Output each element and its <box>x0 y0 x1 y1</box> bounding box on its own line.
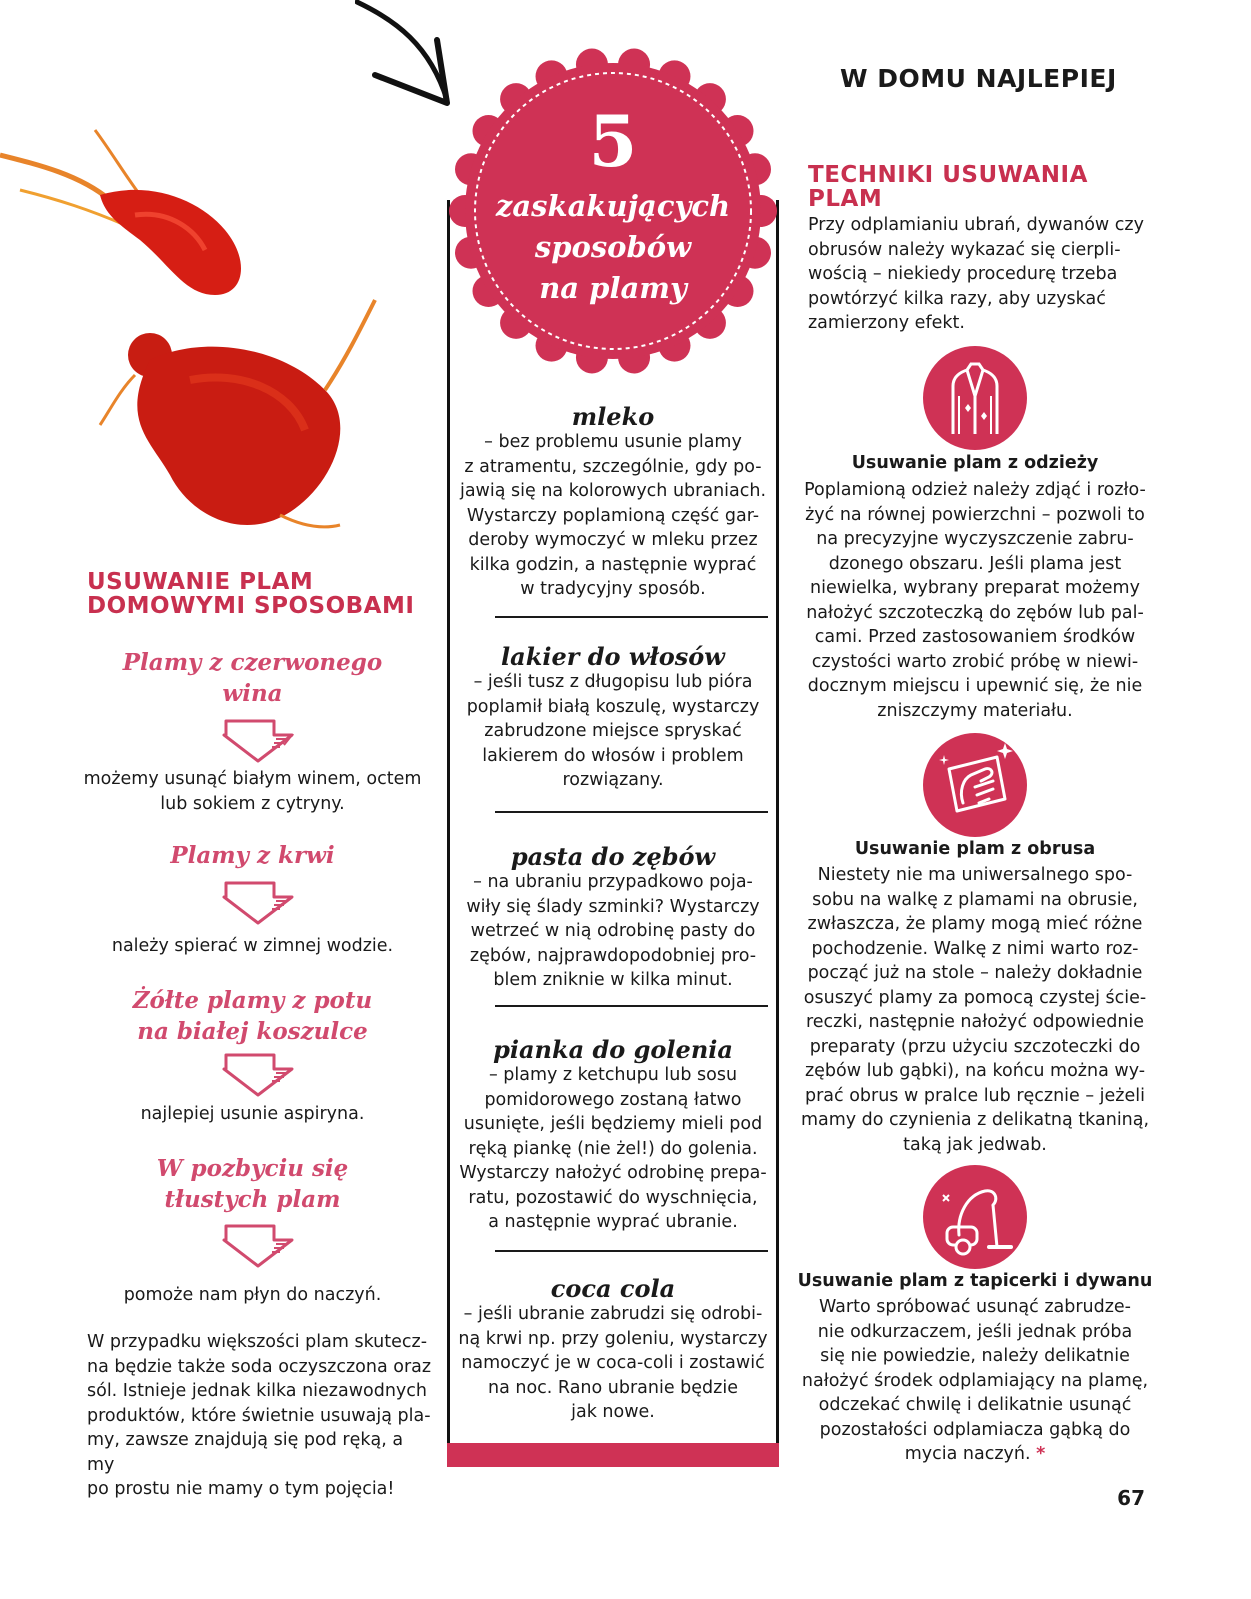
subsection-line: osuszyć plamy za pomocą czystej ście- <box>803 987 1147 1008</box>
method-text <box>455 870 771 993</box>
subsection-line: zębów lub gąbki), na końcu można wy- <box>804 1061 1146 1081</box>
subsection-line: dzonego obszaru. Jeśli plama jest <box>828 553 1122 574</box>
method-line: ną krwi np. przy goleniu, wystarczy <box>458 1328 768 1349</box>
method-line: zabrudzone miejsce spryskać <box>484 721 742 741</box>
method-line: – bez problemu usunie plamy <box>484 432 742 452</box>
tip-text: pomoże nam płyn do naczyń. <box>123 1285 382 1305</box>
left-title-line1: USUWANIE PLAM <box>87 569 314 595</box>
badge-line: zaskakujących <box>495 189 731 223</box>
subsection-line: mamy do czynienia z delikatną tkaniną, <box>800 1110 1150 1130</box>
outro-line: na będzie także soda oczyszczona oraz <box>87 1356 432 1377</box>
end-mark-icon: * <box>1036 1444 1046 1464</box>
subsection-text <box>800 478 1150 723</box>
intro-line: powtórzyć kilka razy, aby uzyskać <box>808 288 1106 309</box>
subsection-line <box>800 1442 1150 1467</box>
tip-text: należy spierać w zimnej wodzie. <box>111 936 394 956</box>
method-line: Wystarczy nałożyć odrobinę prepa- <box>459 1163 767 1183</box>
outro-line: produktów, które świetnie usuwają pla- <box>87 1405 431 1426</box>
tip-text: najlepiej usunie aspiryna. <box>140 1104 365 1124</box>
subsection-line: czystości warto zrobić próbę w niewi- <box>811 651 1139 672</box>
subsection-line: żyć na równej powierzchni – pozwoli to <box>805 504 1145 525</box>
subsection-line: Niestety nie ma uniwersalnego spo- <box>817 865 1133 885</box>
tip-heading-line: na białej koszulce <box>137 1018 368 1045</box>
subsection-line: na precyzyjne wyczyszczenie zabru- <box>816 529 1134 549</box>
badge-text <box>447 186 779 309</box>
method-title: mleko <box>571 402 655 431</box>
tip-heading-line: Plamy z krwi <box>170 842 335 869</box>
subsection-line: sobu na walkę z plamami na obrusie, <box>812 889 1138 910</box>
method-line: pomidorowego zostaną łatwo <box>484 1089 742 1110</box>
intro-line: obrusów należy wykazać się cierpli- <box>808 239 1121 260</box>
subsection-line: odczekać chwilę i delikatnie usunąć <box>818 1395 1132 1415</box>
tip-heading-line: Plamy z czerwonego <box>122 649 383 676</box>
method-line: – jeśli ubranie zabrudzi się odrobi- <box>463 1304 763 1324</box>
method-text <box>455 430 771 602</box>
tip-text-line: możemy usunąć białym winem, octem <box>83 769 422 789</box>
subsection-text <box>800 1295 1150 1467</box>
method-line: poplamił białą koszulę, wystarczy <box>466 696 760 717</box>
method-line: namoczyć je w coca-coli i zostawić <box>461 1353 765 1373</box>
subsection-line: zniszczymy materiału. <box>877 700 1073 721</box>
outro-line: my, zawsze znajdują się pod ręką, a my <box>87 1430 404 1475</box>
right-section-title <box>808 163 1168 211</box>
method-title: pianka do golenia <box>493 1035 733 1064</box>
subsection-line: preparaty (przu użyciu szczoteczki do <box>809 1036 1141 1057</box>
subsection-line: taką jak jedwab. <box>903 1134 1047 1155</box>
ketchup-stain-illustration <box>0 120 390 540</box>
divider <box>495 616 768 618</box>
subsection-line: docznym miejscu i upewnić się, że nie <box>807 676 1143 696</box>
intro-line: zamierzony efekt. <box>808 313 965 333</box>
tip-text <box>80 767 425 816</box>
tip-text-line: lub sokiem z cytryny. <box>160 793 345 814</box>
tip-heading-line: tłustych plam <box>164 1186 341 1213</box>
subsection-line: nałożyć szczoteczką do zębów lub pal- <box>806 602 1144 623</box>
subsection-line: nie odkurzaczem, jeśli jednak próba <box>817 1321 1133 1342</box>
down-arrow-icon <box>212 1224 296 1268</box>
subsection-heading: Usuwanie plam z tapicerki i dywanu <box>797 1271 1153 1291</box>
method-line: jawią się na kolorowych ubraniach. <box>459 481 767 501</box>
section-label: W DOMU NAJLEPIEJ <box>840 64 1117 93</box>
method-line: deroby wymoczyć w mleku przez <box>468 530 758 550</box>
subsection-text <box>800 863 1150 1157</box>
intro-line: wością – niekiedy procedurę trzeba <box>808 264 1118 284</box>
subsection-line: reczki, następnie nałożyć odpowiednie <box>805 1012 1145 1032</box>
subsection-heading: Usuwanie plam z odzieży <box>851 453 1099 473</box>
badge-line: sposobów <box>534 230 692 264</box>
method-title: lakier do włosów <box>501 642 725 671</box>
jacket-icon <box>923 346 1027 450</box>
subsection-line-text: mycia naczyń. <box>904 1444 1031 1464</box>
subsection-line: pochodzenie. Walkę z nimi warto roz- <box>811 938 1139 959</box>
tip-heading-line: W pozbyciu się <box>156 1155 349 1182</box>
tip-heading <box>90 985 415 1047</box>
method-line: wiły się ślady szminki? Wystarczy <box>466 896 760 917</box>
method-line: – jeśli tusz z długopisu lub pióra <box>473 672 753 692</box>
method-line: zębów, najprawdopodobniej pro- <box>469 945 757 966</box>
subsection-line: począć już na stole – należy dokładnie <box>807 963 1143 983</box>
method-text <box>455 1302 771 1425</box>
method-line: z atramentu, szczególnie, gdy po- <box>464 456 762 477</box>
method-line: wetrzeć w nią odrobinę pasty do <box>470 921 756 941</box>
method-title: pasta do zębów <box>510 842 716 871</box>
method-line: usunięte, jeśli będziemy mieli pod <box>463 1114 763 1134</box>
method-line: – na ubraniu przypadkowo poja- <box>473 872 753 892</box>
outro-line: W przypadku większości plam skutecz- <box>87 1332 428 1352</box>
left-outro-paragraph <box>87 1330 432 1502</box>
method-text <box>455 1063 771 1235</box>
divider <box>495 1005 768 1007</box>
method-line: na noc. Rano ubranie będzie <box>488 1377 738 1398</box>
subsection-line: pozostałości odplamiacza gąbką do <box>819 1419 1131 1440</box>
method-line: – plamy z ketchupu lub sosu <box>488 1065 738 1085</box>
subsection-line: cami. Przed zastosowaniem środków <box>814 627 1136 647</box>
tip-heading <box>90 840 415 871</box>
down-arrow-icon <box>212 1053 296 1097</box>
method-line: rozwiązany. <box>562 770 664 790</box>
method-title: coca cola <box>550 1274 676 1303</box>
method-line: ratu, pozostawić do wyschnięcia, <box>468 1187 758 1208</box>
glove-wipe-icon <box>923 733 1027 837</box>
subsection-line: prać obrus w pralce lub ręcznie – jeżeli <box>804 1085 1145 1106</box>
page-number: 67 <box>1117 1486 1145 1510</box>
method-line: w tradycyjny sposób. <box>520 579 706 599</box>
subsection-line: Poplamioną odzież należy zdjąć i rozło- <box>804 480 1146 500</box>
right-title-line1: TECHNIKI USUWANIA <box>808 162 1088 188</box>
method-line: lakierem do włosów i problem <box>482 745 744 766</box>
down-arrow-icon <box>212 881 296 925</box>
method-line: ręką piankę (nie żel!) do golenia. <box>468 1138 758 1159</box>
subsection-line: nałożyć środek odplamiający na plamę, <box>801 1370 1149 1391</box>
left-title-line2: DOMOWYMI SPOSOBAMI <box>87 593 415 619</box>
outro-line: po prostu nie mamy o tym pojęcia! <box>87 1479 395 1499</box>
method-line: Wystarczy poplamioną część gar- <box>466 505 760 526</box>
badge-number: 5 <box>588 100 638 183</box>
subsection-line: niewielka, wybrany preparat możemy <box>810 578 1140 598</box>
right-title-line2: PLAM <box>808 186 883 212</box>
tip-heading-line: wina <box>222 680 283 707</box>
outro-line: sól. Istnieje jednak kilka niezawodnych <box>87 1381 428 1401</box>
vacuum-cleaner-icon <box>923 1165 1027 1269</box>
method-text <box>455 670 771 793</box>
subsection-line: się nie powiedzie, należy delikatnie <box>820 1346 1130 1366</box>
method-line: kilka godzin, a następnie wyprać <box>469 554 757 575</box>
subsection-line: zwłaszcza, że plamy mogą mieć różne <box>807 914 1143 934</box>
down-arrow-icon <box>212 719 296 763</box>
method-line: jak nowe. <box>571 1402 655 1422</box>
middle-panel-bottom-bar <box>447 1443 779 1467</box>
method-line: a następnie wyprać ubranie. <box>488 1212 738 1232</box>
intro-line: Przy odplamianiu ubrań, dywanów czy <box>808 215 1144 235</box>
right-intro <box>808 213 1153 336</box>
tip-heading-line: Żółte plamy z potu <box>132 987 373 1014</box>
subsection-heading: Usuwanie plam z obrusa <box>854 839 1096 859</box>
badge-line: na plamy <box>539 271 687 305</box>
subsection-line: Warto spróbować usunąć zabrudze- <box>819 1297 1131 1317</box>
divider <box>495 1250 768 1252</box>
method-line: blem zniknie w kilka minut. <box>493 970 733 990</box>
tip-heading <box>90 1153 415 1215</box>
tip-heading <box>90 647 415 709</box>
left-section-title <box>87 570 447 618</box>
divider <box>495 811 768 813</box>
